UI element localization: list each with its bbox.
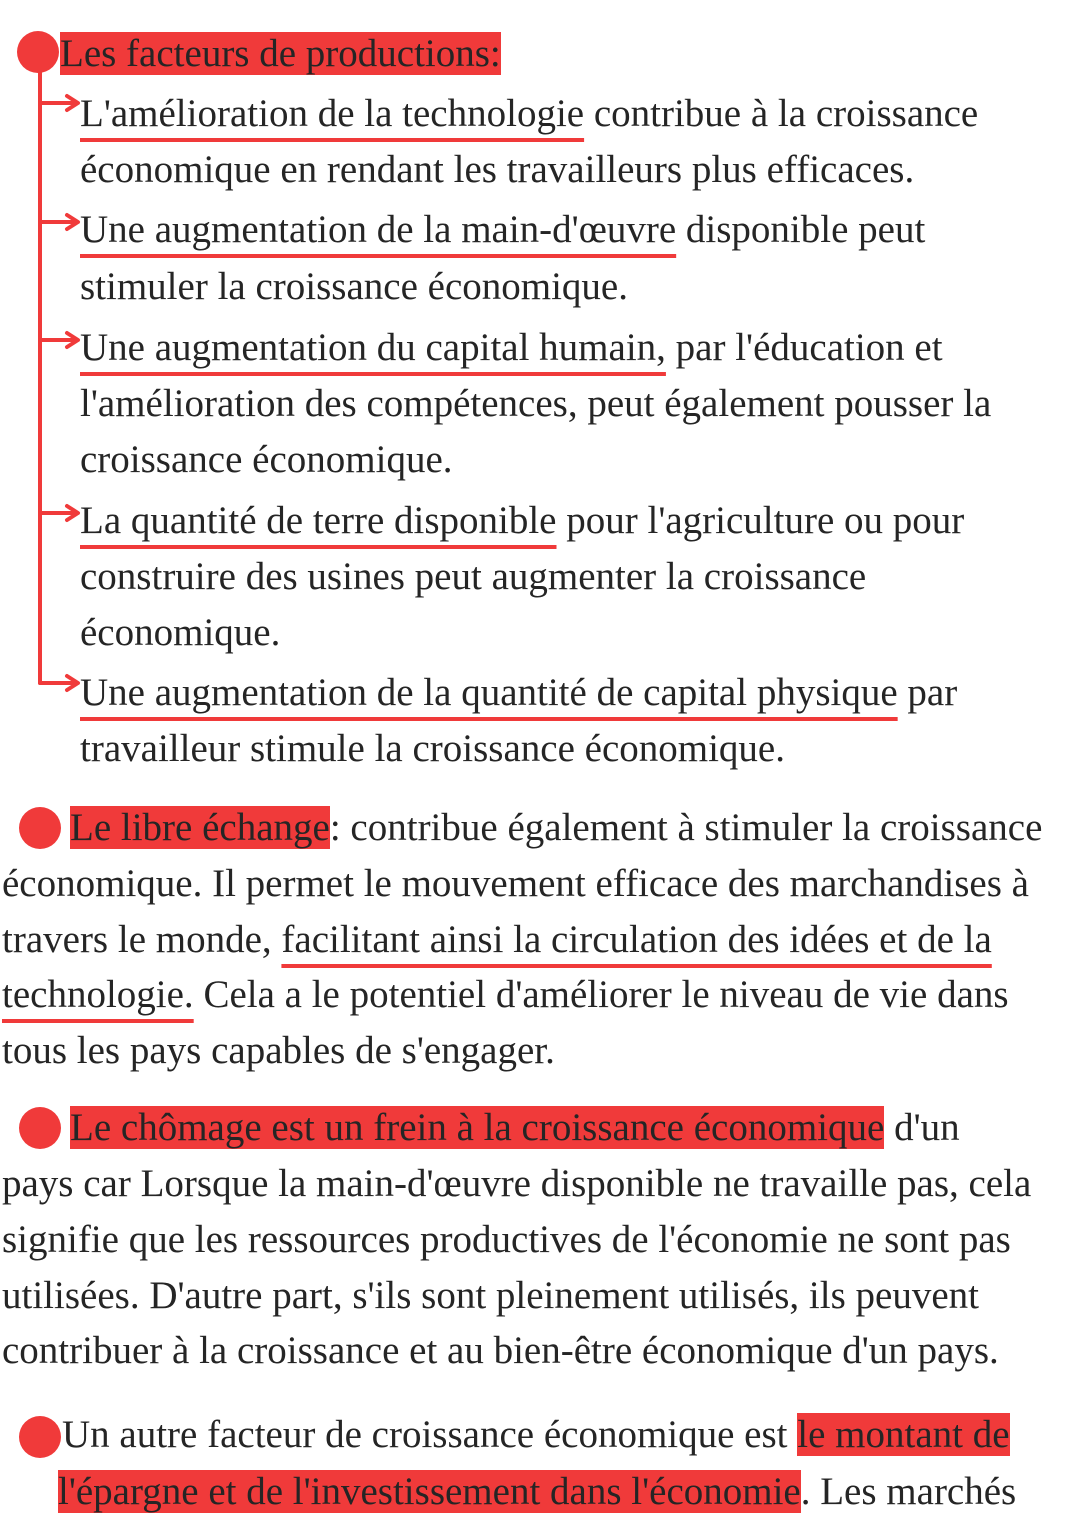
text-line [2, 967, 1009, 1023]
bullet-dot [17, 31, 59, 73]
text-line: travailleur stimule la croissance économique. [80, 727, 785, 770]
underlined-phrase: Une augmentation de la quantité de capital physique [80, 671, 898, 714]
text-line: contribuer à la croissance et au bien-être économique d'un pays. [2, 1329, 999, 1372]
text-line [80, 202, 925, 258]
bullet-dot [19, 1107, 61, 1149]
text-line [80, 493, 964, 549]
text-run: par [897, 671, 958, 714]
section-savings [0, 1397, 1080, 1523]
highlighted-phrase: Le chômage est un frein à la croissance économique [70, 1106, 885, 1149]
text-line: économique en rendant les travailleurs plus efficaces. [80, 148, 915, 191]
text-run: d'un [884, 1106, 960, 1149]
section-free-trade [0, 790, 1080, 1080]
text-line: stimuler la croissance économique. [80, 265, 628, 308]
text-line [58, 1464, 1016, 1520]
text-run: . Les marchés [800, 1470, 1017, 1513]
text-line: construire des usines peut augmenter la croissance [80, 555, 867, 598]
text-line [62, 1407, 1010, 1463]
text-run: pour l'agriculture ou pour [556, 499, 965, 542]
text-line [80, 665, 957, 721]
highlighted-phrase: l'épargne et de l'investissement dans l'économie [58, 1470, 801, 1513]
text-line: tous les pays capables de s'engager. [2, 1029, 555, 1072]
underlined-phrase: technologie. [2, 973, 194, 1016]
text-line: économique. Il permet le mouvement efficace des marchandises à [2, 862, 1029, 905]
text-run: Un autre facteur de croissance économique est [62, 1413, 798, 1456]
underlined-phrase: L'amélioration de la technologie [80, 92, 585, 135]
text-run: contribue à la croissance [584, 92, 979, 135]
text-line: économique. [80, 611, 281, 654]
underlined-phrase: facilitant ainsi la circulation des idées et de la [281, 918, 992, 961]
text-line [70, 800, 1042, 856]
highlighted-phrase: Le libre échange [70, 806, 330, 849]
text-line: pays car Lorsque la main-d'œuvre disponible ne travaille pas, cela [2, 1162, 1032, 1205]
highlighted-heading: Les facteurs de productions: [60, 32, 501, 75]
bullet-dot [19, 807, 61, 849]
arrow-icon [40, 215, 78, 229]
text-line: utilisées. D'autre part, s'ils sont pleinement utilisés, ils peuvent [2, 1274, 979, 1317]
text-run: : contribue également à stimuler la croissance [329, 806, 1043, 849]
text-line [70, 1100, 960, 1156]
arrow-icon [40, 506, 78, 520]
text-run: travers le monde, [2, 918, 282, 961]
text-line: l'amélioration des compétences, peut également pousser la [80, 382, 992, 425]
text-run: par l'éducation et [665, 326, 943, 369]
underlined-phrase: Une augmentation de la main-d'œuvre [80, 208, 677, 251]
arrow-icon [40, 676, 78, 690]
arrow-icon [40, 96, 78, 110]
section-unemployment [0, 1090, 1080, 1380]
highlighted-phrase: le montant de [797, 1413, 1010, 1456]
bullet-connector [0, 0, 90, 700]
underlined-phrase: La quantité de terre disponible [80, 499, 557, 542]
text-run: disponible peut [676, 208, 926, 251]
text-run: Cela a le potentiel d'améliorer le niveau de vie dans [193, 973, 1009, 1016]
text-line [80, 320, 943, 376]
underlined-phrase: Une augmentation du capital humain, [80, 326, 666, 369]
text-line [2, 912, 992, 968]
arrow-icon [40, 333, 78, 347]
bullet-dot [19, 1416, 61, 1458]
section-heading [60, 26, 501, 82]
text-line: croissance économique. [80, 438, 453, 481]
text-line [80, 86, 978, 142]
text-line: signifie que les ressources productives de l'économie ne sont pas [2, 1218, 1011, 1261]
